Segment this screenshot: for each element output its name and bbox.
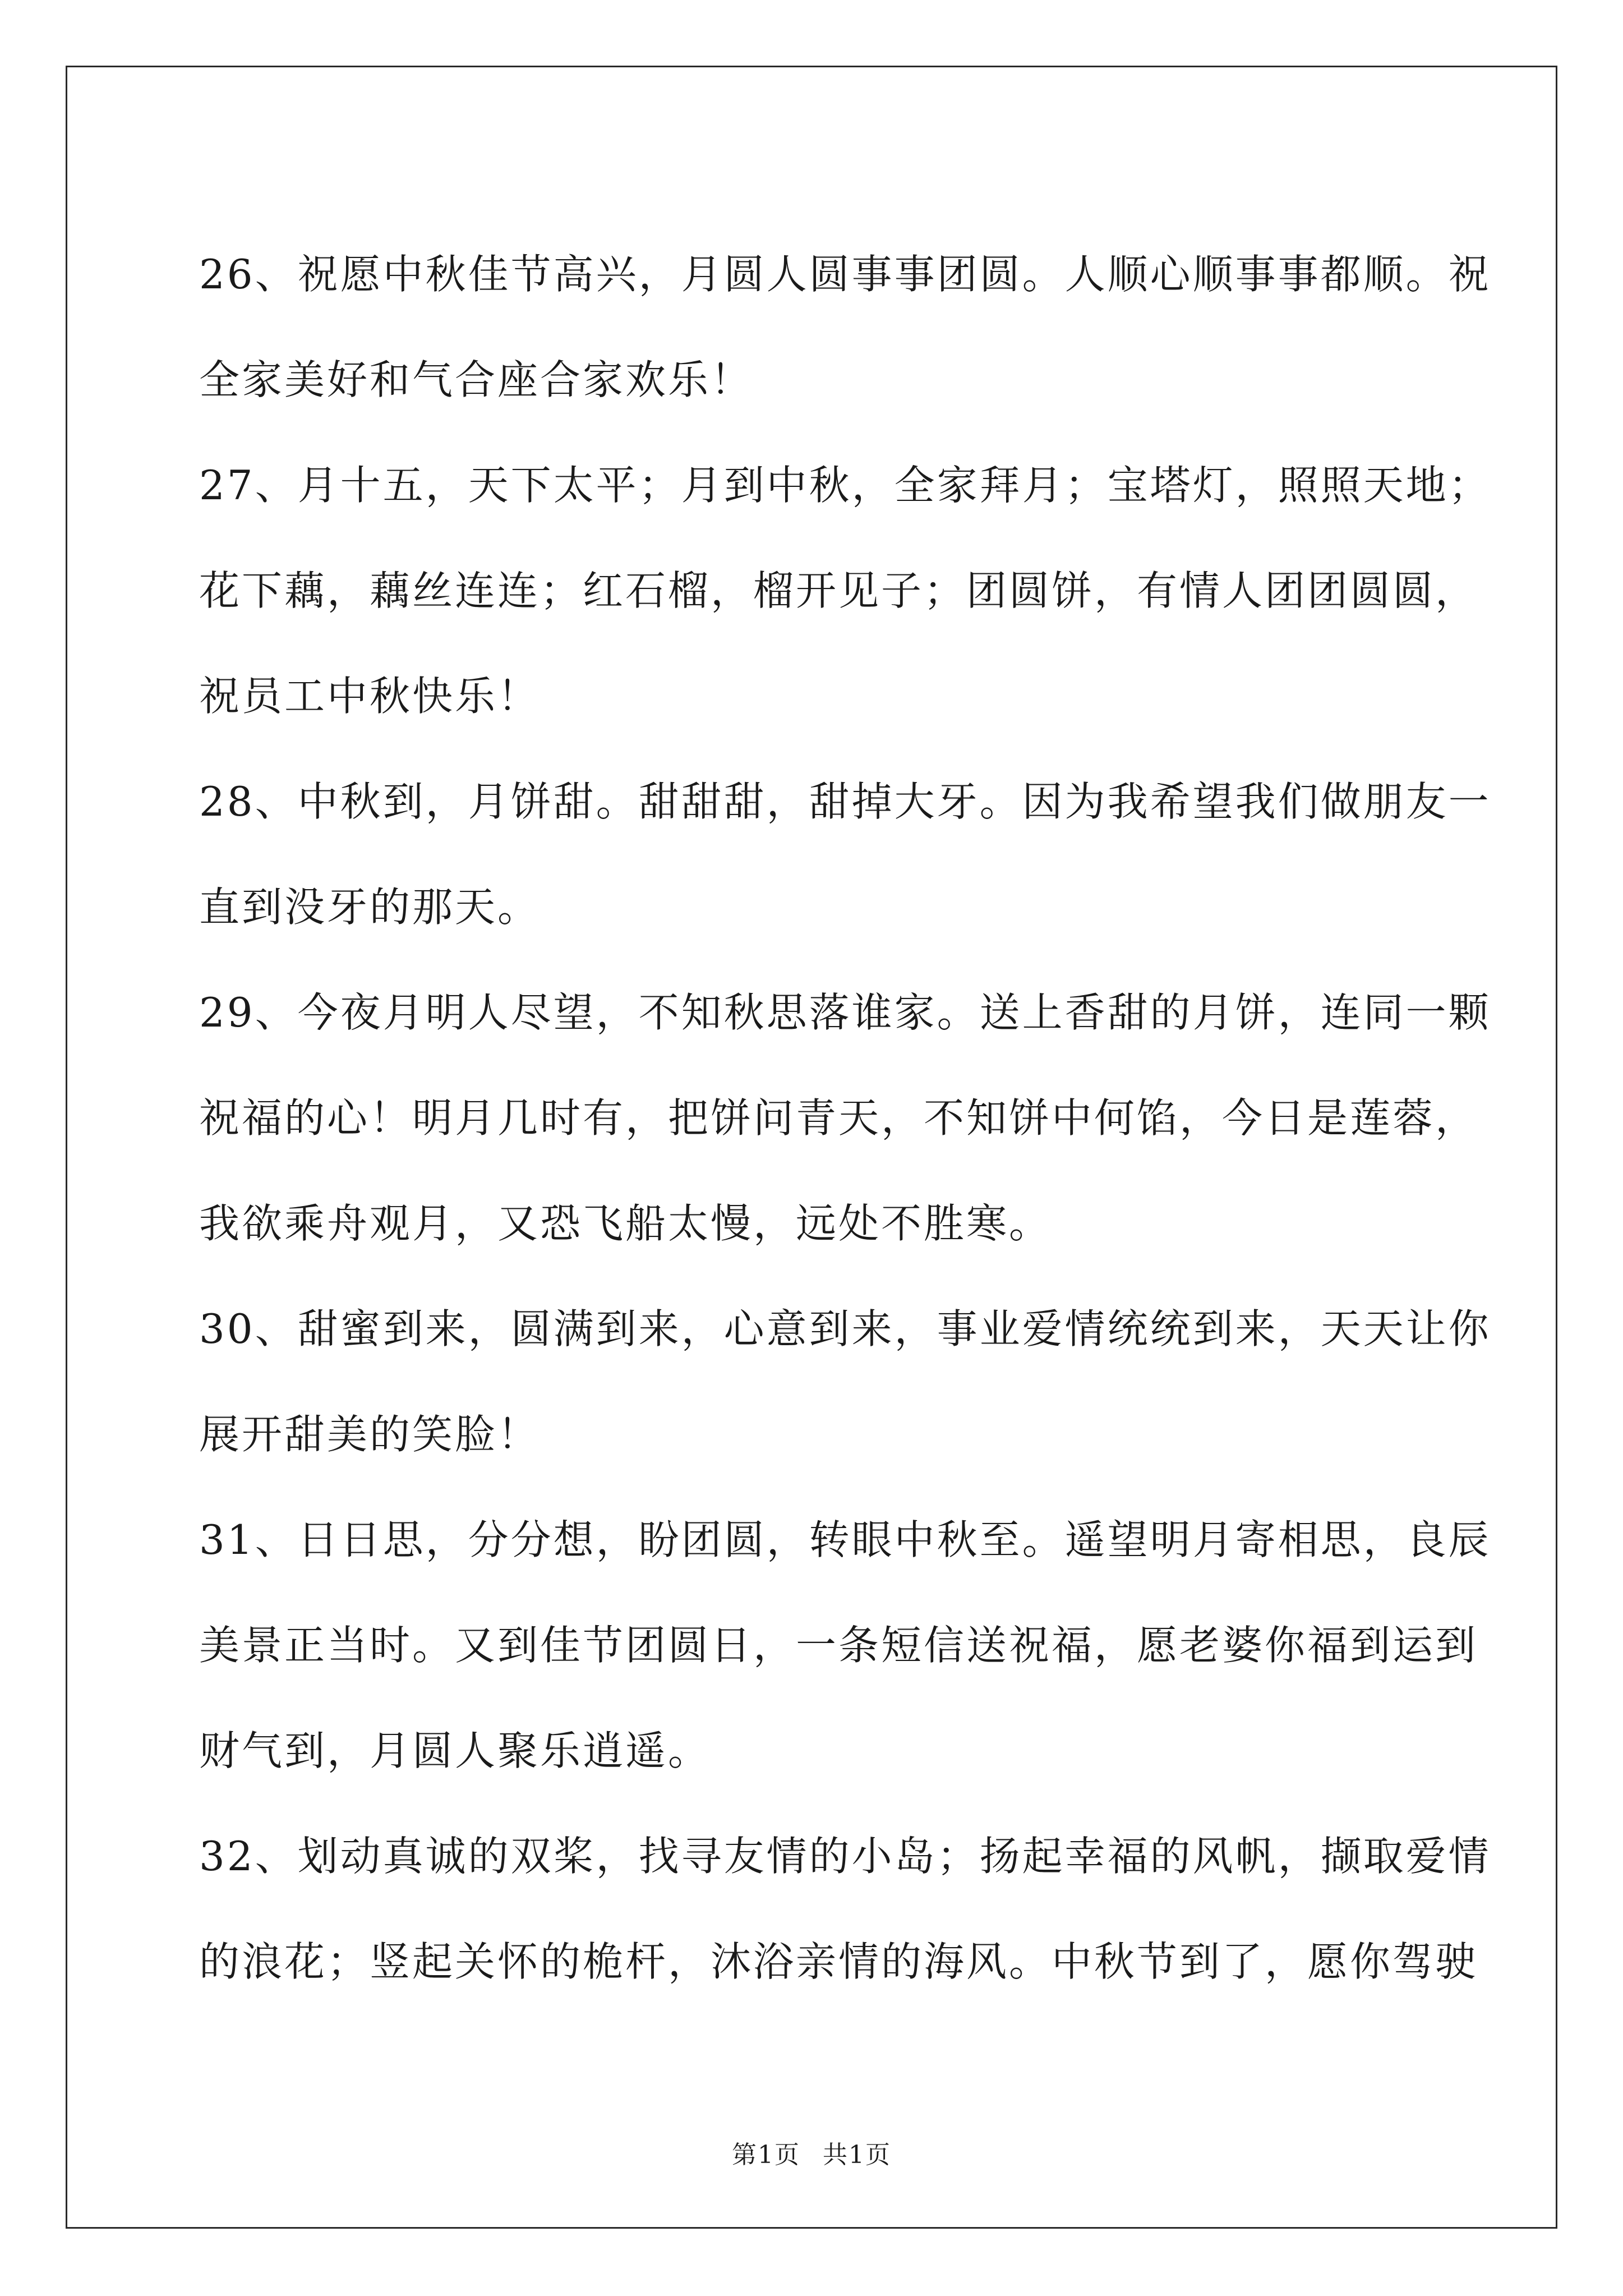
text-line: 花下藕，藕丝连连；红石榴，榴开见子；团圆饼，有情人团团圆圆，: [199, 567, 1478, 614]
text-line: 我欲乘舟观月，又恐飞船太慢，远处不胜寒。: [199, 1200, 1052, 1247]
text-line: 26、祝愿中秋佳节高兴，月圆人圆事事团圆。人顺心顺事事都顺。祝: [199, 251, 1491, 298]
text-line: 32、划动真诚的双桨，找寻友情的小岛；扬起幸福的风帆，撷取爱情: [199, 1833, 1491, 1880]
text-line: 全家美好和气合座合家欢乐！: [199, 356, 754, 403]
document-body: [199, 222, 1491, 2014]
text-line: 展开甜美的笑脸！: [199, 1411, 541, 1458]
text-line: 的浪花；竖起关怀的桅杆，沐浴亲情的海风。中秋节到了，愿你驾驶: [199, 1938, 1478, 1985]
text-line: 财气到，月圆人聚乐逍遥。: [199, 1727, 711, 1774]
text-line: 28、中秋到，月饼甜。甜甜甜，甜掉大牙。因为我希望我们做朋友一: [199, 778, 1491, 825]
text-line: 29、今夜月明人尽望，不知秋思落谁家。送上香甜的月饼，连同一颗: [199, 989, 1491, 1036]
text-line: 直到没牙的那天。: [199, 884, 541, 931]
page-number-total: 共1页: [823, 2141, 891, 2169]
text-line: 美景正当时。又到佳节团圆日，一条短信送祝福，愿老婆你福到运到: [199, 1622, 1478, 1669]
text-line: 31、日日思，分分想，盼团圆，转眼中秋至。遥望明月寄相思，良辰: [199, 1516, 1491, 1563]
text-line: 30、甜蜜到来，圆满到来，心意到来，事业爱情统统到来，天天让你: [199, 1305, 1491, 1352]
text-line: 祝福的心！明月几时有，把饼问青天，不知饼中何馅，今日是莲蓉，: [199, 1094, 1478, 1142]
page-footer: [0, 2134, 1623, 2170]
page-number-current: 第1页: [732, 2141, 800, 2169]
text-line: 27、月十五，天下太平；月到中秋，全家拜月；宝塔灯，照照天地；: [199, 462, 1491, 509]
text-line: 祝员工中秋快乐！: [199, 673, 541, 720]
